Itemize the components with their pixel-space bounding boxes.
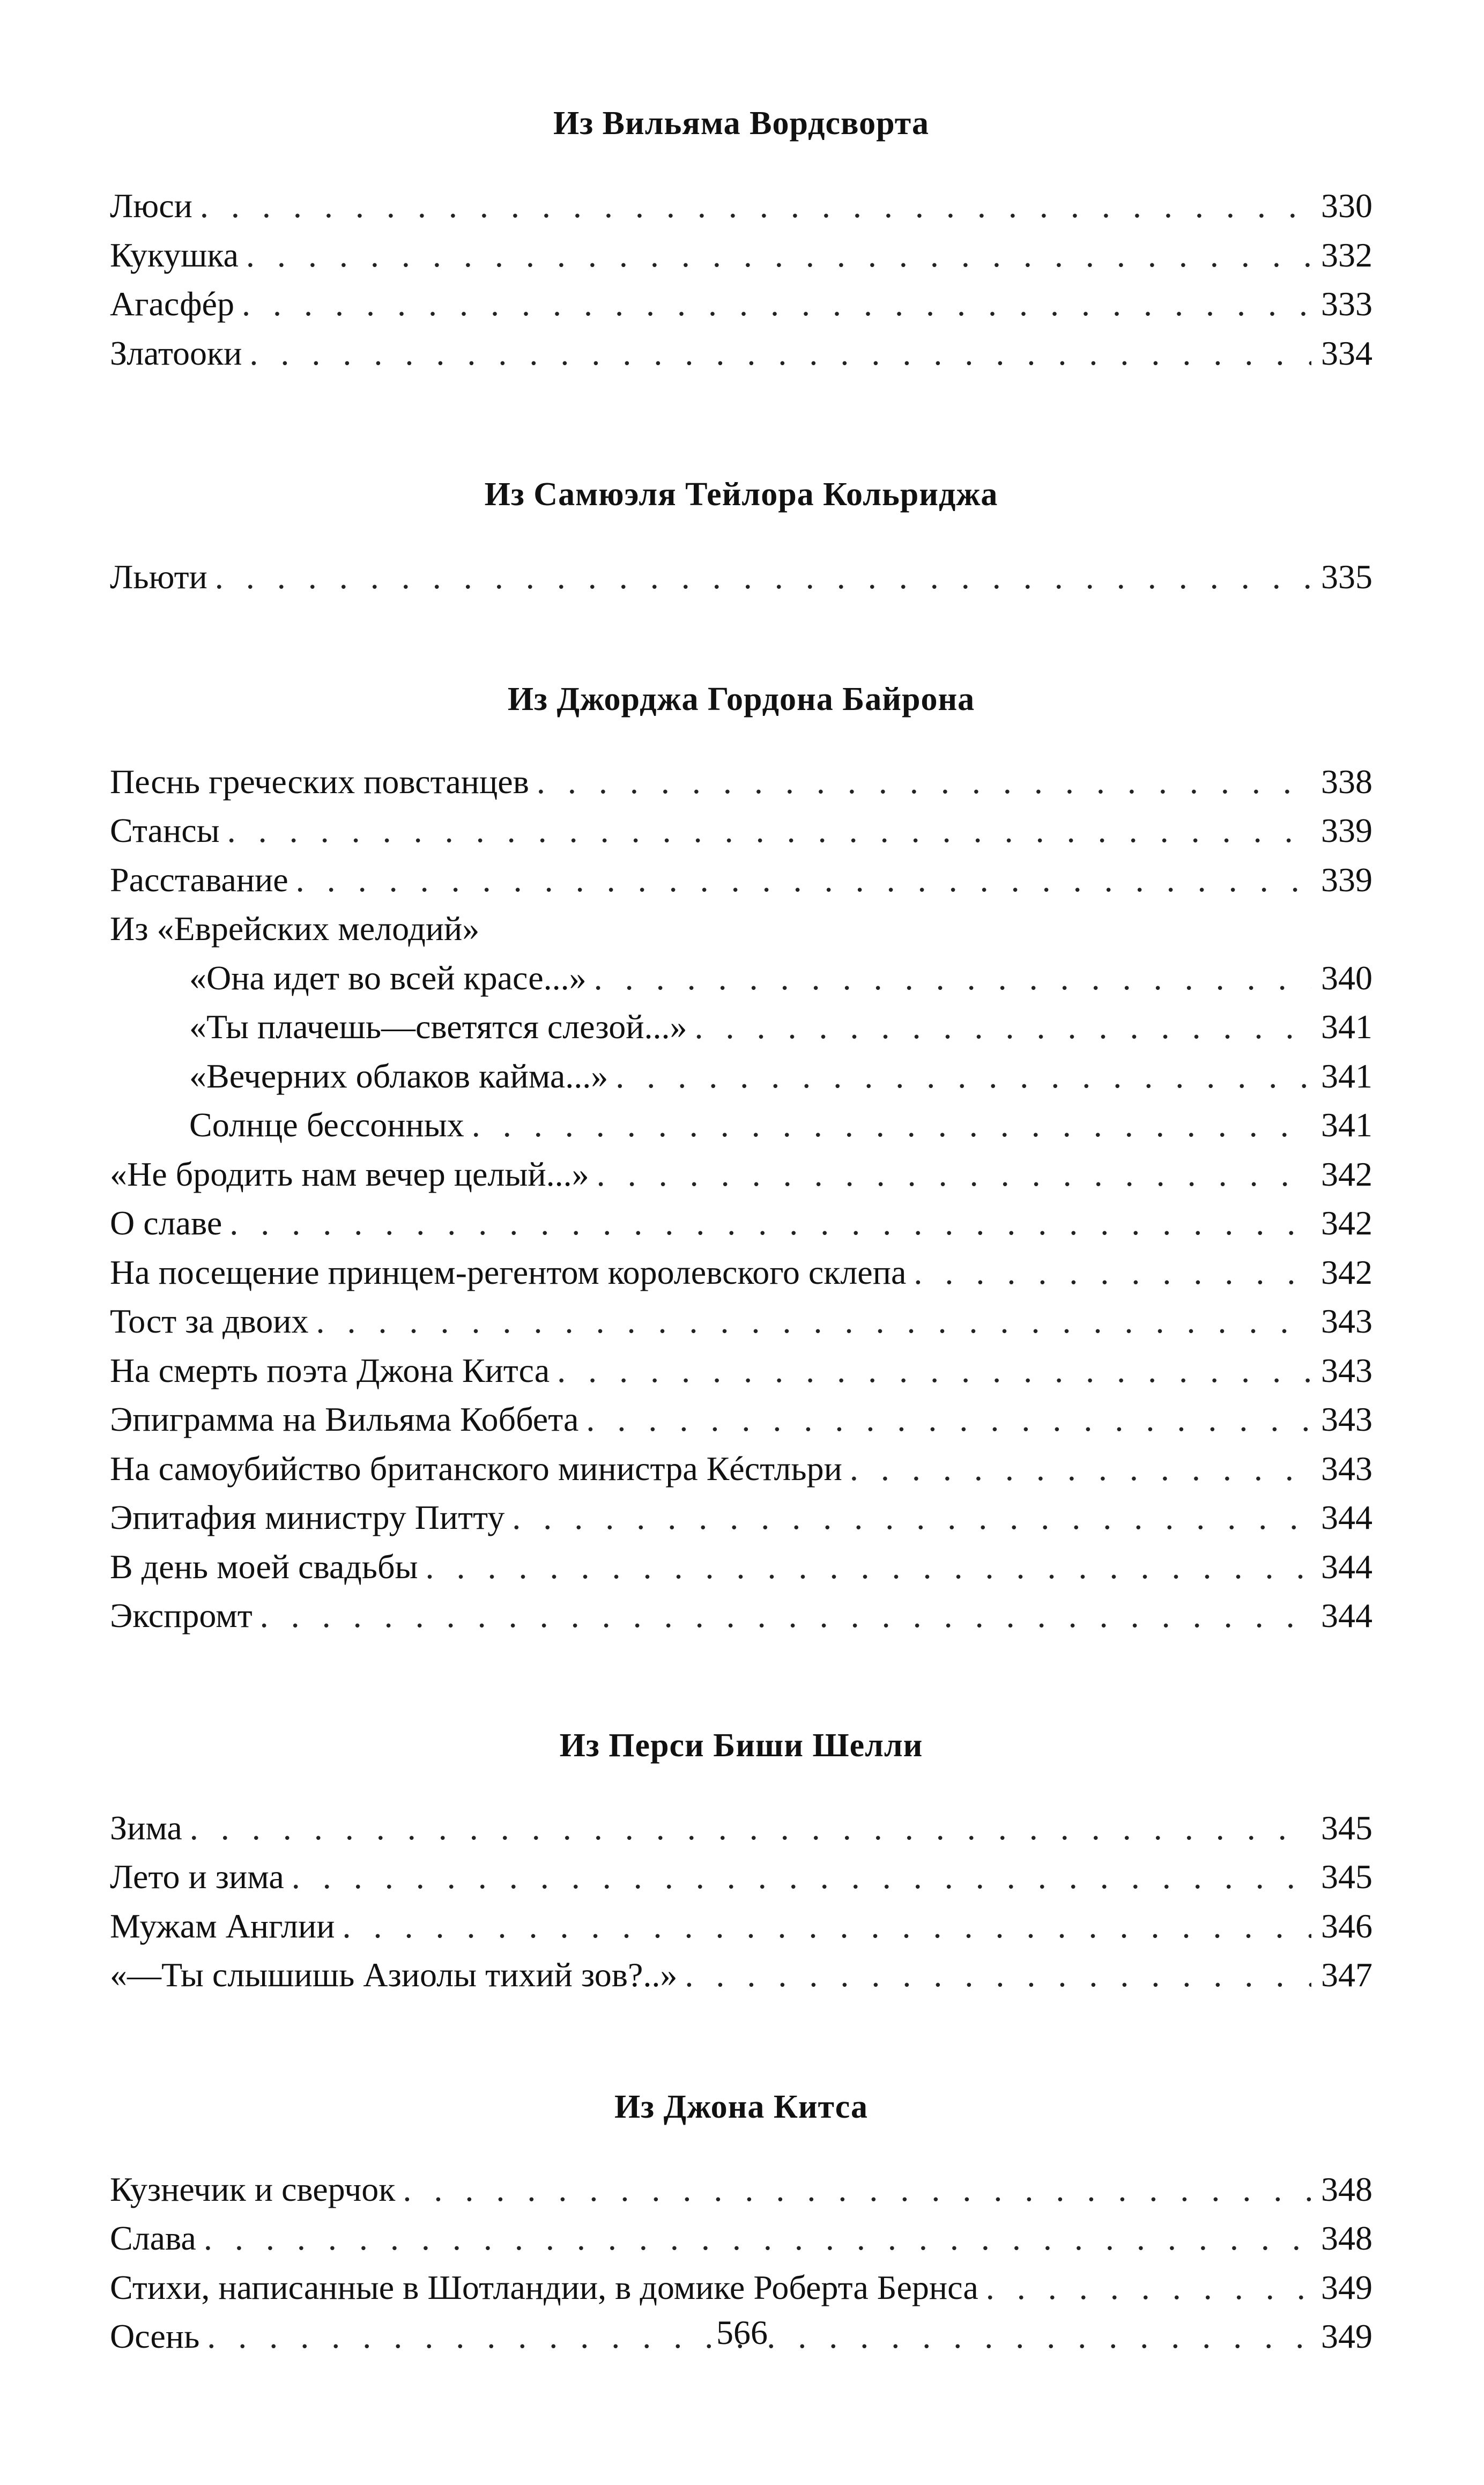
dot-leader (403, 2165, 1311, 2214)
entry-page-number: 348 (1321, 2219, 1372, 2257)
entry-title: Люси (110, 187, 192, 225)
dot-leader (204, 2214, 1311, 2263)
dot-leader (986, 2263, 1311, 2312)
entry-title: Стансы (110, 811, 220, 849)
dot-leader (695, 1002, 1312, 1052)
section-title: Из Перси Биши Шелли (559, 1727, 923, 1764)
toc-entry (110, 1346, 1372, 1395)
entry-title: «Вечерних облаков кайма...» (189, 1056, 609, 1095)
toc-entry (110, 1591, 1372, 1640)
entry-page-number: 333 (1321, 285, 1372, 323)
entry-title: Экспромт (110, 1596, 253, 1635)
entry-title: Златооки (110, 334, 242, 372)
toc-entry (110, 2263, 1372, 2312)
dot-leader (292, 1852, 1311, 1902)
toc-entry (110, 231, 1372, 280)
entry-page-number: 344 (1321, 1596, 1372, 1635)
entry-page-number: 343 (1321, 1400, 1372, 1438)
entry-page-number: 332 (1321, 235, 1372, 274)
dot-leader (685, 1950, 1311, 2000)
entry-page-number: 342 (1321, 1155, 1372, 1193)
dot-leader (296, 855, 1311, 905)
entry-page-number: 342 (1321, 1253, 1372, 1291)
dot-leader (850, 1444, 1311, 1493)
toc-entry (110, 757, 1372, 807)
dot-leader (246, 231, 1311, 280)
dot-leader (227, 806, 1311, 855)
dot-leader (512, 1493, 1311, 1542)
toc-section-wordsworth (110, 97, 1372, 378)
toc-section-byron (110, 672, 1372, 1640)
entry-title: «Не бродить нам вечер целый...» (110, 1155, 589, 1193)
toc-entry (110, 1444, 1372, 1493)
dot-leader (200, 181, 1311, 231)
dot-leader (343, 1902, 1312, 1951)
toc-entry (110, 1150, 1372, 1199)
toc-entry (110, 1199, 1372, 1248)
entry-title: Песнь греческих повстанцев (110, 762, 529, 801)
dot-leader (586, 1395, 1311, 1444)
dot-leader (594, 953, 1311, 1003)
entry-page-number: 344 (1321, 1547, 1372, 1586)
toc-entry (110, 1542, 1372, 1592)
toc-entry (110, 953, 1372, 1003)
dot-leader (242, 279, 1311, 329)
dot-leader (557, 1346, 1311, 1395)
dot-leader (316, 1297, 1311, 1346)
entry-page-number: 344 (1321, 1498, 1372, 1536)
entry-title: Льюти (110, 558, 207, 596)
toc-entry (110, 855, 1372, 905)
entry-title: «Ты плачешь—светятся слезой...» (189, 1008, 687, 1046)
entry-page-number: 349 (1321, 2317, 1372, 2355)
entry-title: На посещение принцем-регентом королевского склепа (110, 1253, 907, 1291)
entry-title: Солнце бессонных (189, 1106, 464, 1144)
entry-title: Слава (110, 2219, 196, 2257)
section-title: Из Джорджа Гордона Байрона (507, 681, 975, 718)
dot-leader (249, 329, 1311, 378)
dot-leader (914, 1248, 1311, 1297)
entry-title: В день моей свадьбы (110, 1547, 418, 1586)
toc-section-shelley (110, 1719, 1372, 2000)
entry-page-number: 341 (1321, 1056, 1372, 1095)
entry-title: Кузнечик и сверчок (110, 2170, 396, 2208)
entry-page-number: 338 (1321, 762, 1372, 801)
entry-page-number: 335 (1321, 558, 1372, 596)
dot-leader (190, 1803, 1311, 1853)
toc-entry (110, 1395, 1372, 1444)
toc-entry (110, 1902, 1372, 1951)
section-title: Из Вильяма Вордсворта (553, 105, 929, 142)
entry-page-number: 342 (1321, 1204, 1372, 1242)
dot-leader (537, 757, 1311, 807)
entry-title: Мужам Англии (110, 1906, 335, 1945)
toc-entry (110, 1803, 1372, 1853)
entry-page-number: 345 (1321, 1808, 1372, 1847)
toc-entry (110, 181, 1372, 231)
toc-entry (110, 2165, 1372, 2214)
toc-section-coleridge (110, 468, 1372, 602)
entry-page-number: 343 (1321, 1351, 1372, 1389)
dot-leader (615, 1052, 1311, 1101)
entry-title: Расставание (110, 860, 288, 899)
entry-title: Эпиграмма на Вильяма Коббета (110, 1400, 579, 1438)
entry-page-number: 341 (1321, 1008, 1372, 1046)
entry-title: «—Ты слышишь Азиолы тихий зов?..» (110, 1956, 678, 1994)
toc-entry (110, 1002, 1372, 1052)
entry-title: Зима (110, 1808, 182, 1847)
entry-title: На смерть поэта Джона Китса (110, 1351, 550, 1389)
entry-title: О славе (110, 1204, 222, 1242)
dot-leader (260, 1591, 1311, 1640)
toc-entry (110, 1493, 1372, 1542)
entry-page-number: 330 (1321, 187, 1372, 225)
section-title: Из Джона Китса (614, 2088, 869, 2125)
entry-page-number: 339 (1321, 811, 1372, 849)
toc-entry (110, 1248, 1372, 1297)
toc-entry (110, 1852, 1372, 1902)
entry-page-number: 343 (1321, 1449, 1372, 1488)
dot-leader (215, 552, 1311, 602)
toc-entry (110, 329, 1372, 378)
entry-page-number: 334 (1321, 334, 1372, 372)
entry-page-number: 347 (1321, 1956, 1372, 1994)
entry-page-number: 348 (1321, 2170, 1372, 2208)
entry-page-number: 349 (1321, 2268, 1372, 2306)
entry-page-number: 341 (1321, 1106, 1372, 1144)
toc-entry (110, 2214, 1372, 2263)
toc-entry (110, 1950, 1372, 2000)
entry-title: Тост за двоих (110, 1302, 309, 1340)
toc-entry (110, 1297, 1372, 1346)
toc-entry (110, 806, 1372, 855)
entry-title: Из «Еврейских мелодий» (110, 909, 480, 948)
entry-title: Кукушка (110, 235, 239, 274)
toc-entry (110, 1100, 1372, 1150)
page-number: 566 (716, 2313, 768, 2351)
toc-entry (110, 279, 1372, 329)
entry-page-number: 343 (1321, 1302, 1372, 1340)
entry-page-number: 340 (1321, 958, 1372, 997)
entry-page-number: 345 (1321, 1858, 1372, 1896)
dot-leader (597, 1150, 1311, 1199)
entry-title: Эпитафия министру Питту (110, 1498, 505, 1536)
dot-leader (229, 1199, 1311, 1248)
entry-page-number: 339 (1321, 860, 1372, 899)
section-title: Из Самюэля Тейлора Кольриджа (484, 476, 998, 513)
toc-entry (110, 1052, 1372, 1101)
table-of-contents (110, 97, 1372, 2361)
entry-title: Лето и зима (110, 1858, 284, 1896)
entry-title: Агасфéр (110, 285, 234, 323)
entry-title: Стихи, написанные в Шотландии, в домике Роберта Бернса (110, 2268, 978, 2306)
entry-title: «Она идет во всей красе...» (189, 958, 587, 997)
toc-entry (110, 552, 1372, 602)
dot-leader (426, 1542, 1311, 1592)
entry-page-number: 346 (1321, 1906, 1372, 1945)
entry-title: Осень (110, 2317, 200, 2355)
dot-leader (472, 1100, 1311, 1150)
entry-title: На самоубийство британского министра Кéстльри (110, 1449, 842, 1488)
toc-group-heading (110, 904, 1372, 953)
